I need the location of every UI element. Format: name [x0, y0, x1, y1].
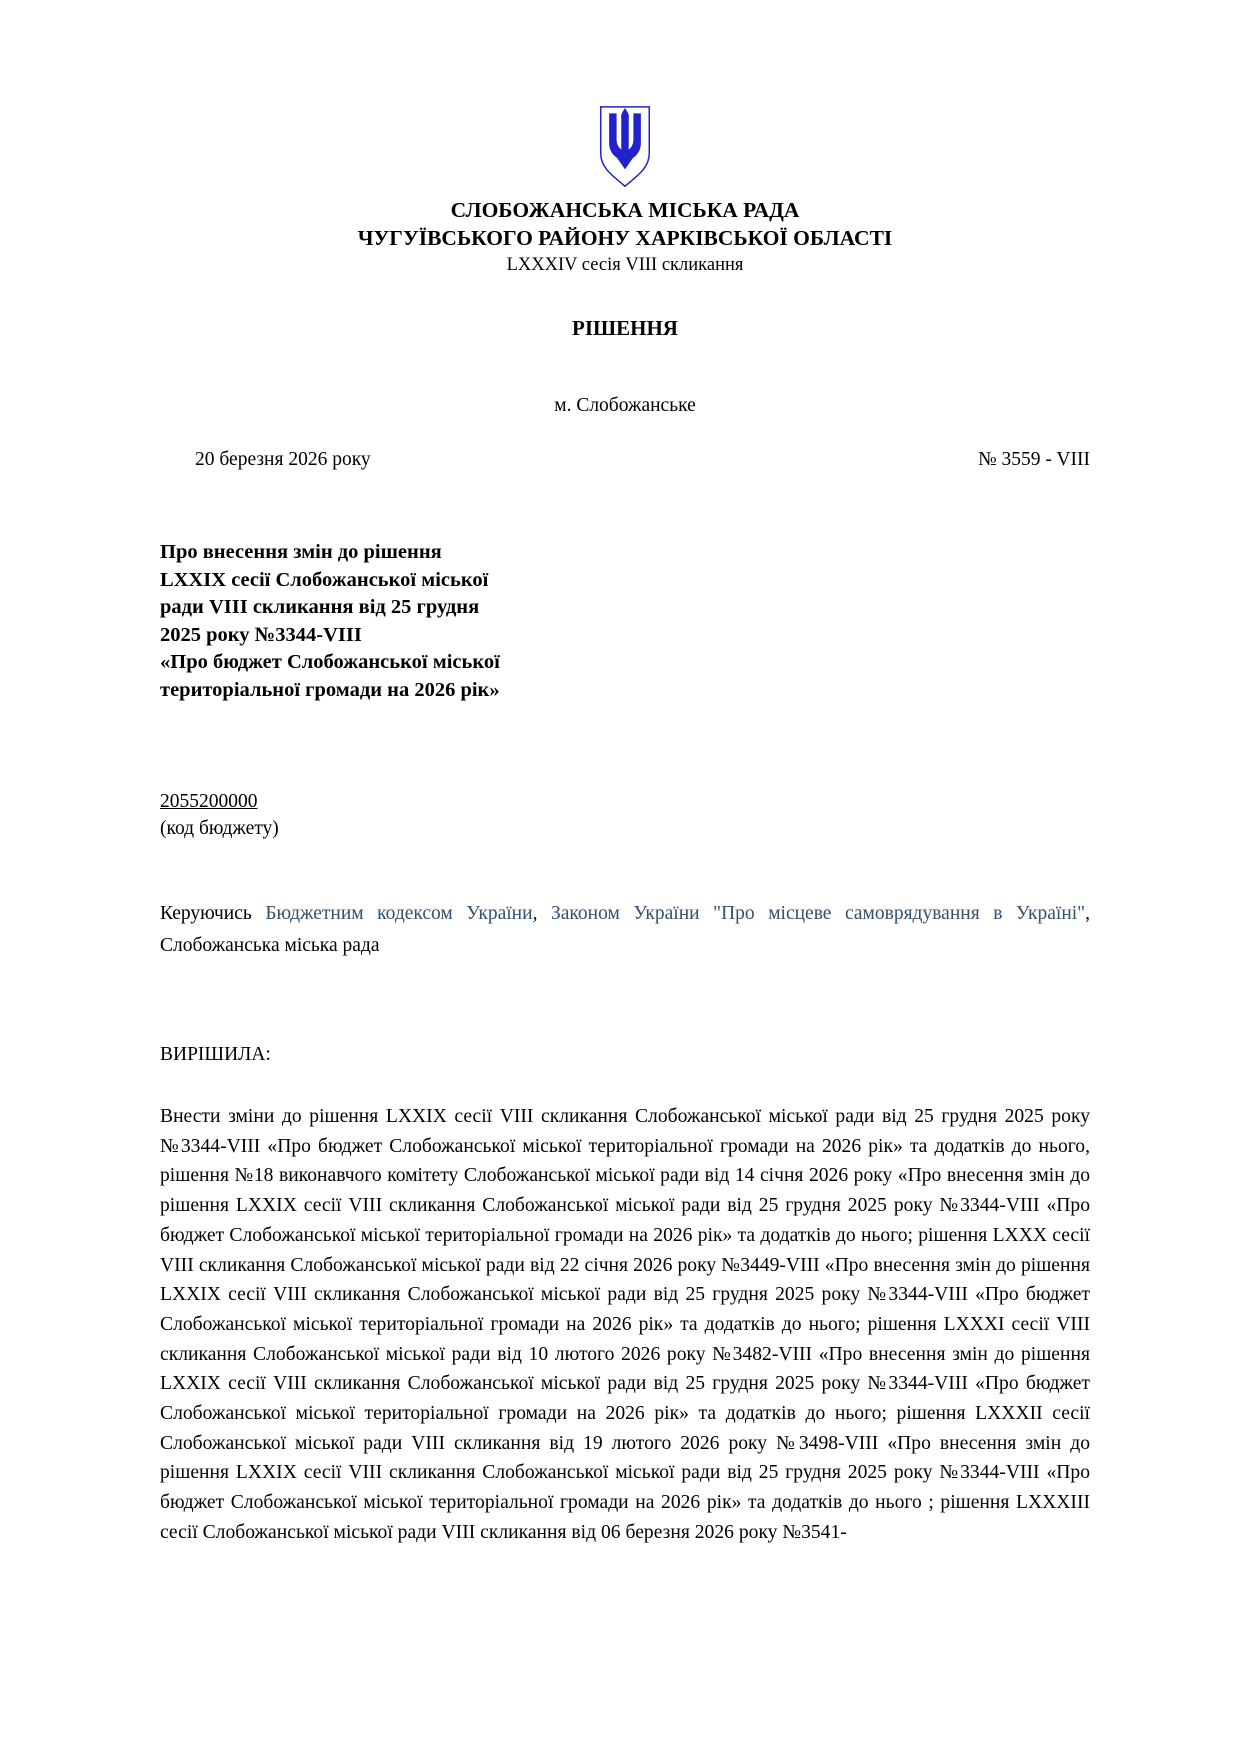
resolution-body-paragraph: Внести зміни до рішення LXXIX сесії VIII скликання Слобожанської міської ради від 25 грудня 2025 року №3344-VIII «Про бюджет Слобожанської міської територіальної громади на 2026 рік» та додатків до нього, рішення №18 виконавчого комітету Слобожанської міської ради від 14 січня 2026 року «Про внесення змін до рішення LXXIX сесії VIII скликання Слобожанської міської ради від 25 грудня 2025 року №3344-VIII «Про бюджет Слобожанської міської територіальної громади на 2026 рік» та додатків до нього; рішення LXXX сесії VIII скликання Слобожанської міської ради від 22 січня 2026 року №3449-VIII «Про внесення змін до рішення LXXIX сесії VIII скликання Слобожанської міської ради від 25 грудня 2025 року №3344-VIII «Про бюджет Слобожанської міської територіальної громади на 2026 рік» та додатків до нього; рішення LXXXI сесії VIII скликання Слобожанської міської ради від 10 лютого 2026 року №3482-VIII «Про внесення змін до рішення LXXIX сесії VIII скликання Слобожанської міської ради від 25 грудня 2025 року №3344-VIII «Про бюджет Слобожанської міської територіальної громади на 2026 рік» та додатків до нього; рішення LXXXII сесії Слобожанської міської ради VIII скликання від 19 лютого 2026 року №3498-VIII «Про внесення змін до рішення LXXIX сесії VIII скликання Слобожанської міської ради від 25 грудня 2025 року №3344-VIII «Про бюджет Слобожанської міської територіальної громади на 2026 рік» та додатків до нього ; рішення LXXXIII сесії Слобожанської міської ради VIII скликання від 06 березня 2026 року №3541- — [160, 1106, 1090, 1543]
title-line: LXXIX сесії Слобожанської міської — [160, 568, 489, 591]
resolution-heading: ВИРІШИЛА: — [160, 1044, 271, 1065]
budget-code: 2055200000 — [160, 791, 258, 812]
document-date: 20 березня 2026 року — [195, 449, 371, 470]
place-line: м. Слобожанське — [554, 395, 696, 416]
emblem-container — [160, 0, 1090, 196]
ukraine-trident-emblem-icon — [597, 178, 653, 195]
title-line: Про внесення змін до рішення — [160, 541, 442, 563]
title-line: «Про бюджет Слобожанської міської — [160, 651, 500, 673]
date-number-row — [160, 446, 1090, 473]
preamble-separator: , — [532, 903, 551, 924]
local-self-government-law-link[interactable]: Законом України "Про місцеве самоврядування в Україні" — [550, 903, 1086, 924]
document-type-heading: РІШЕННЯ — [572, 316, 678, 340]
preamble-paragraph — [160, 898, 1090, 961]
org-region: ЧУГУЇВСЬКОГО РАЙОНУ ХАРКІВСЬКОЇ ОБЛАСТІ — [357, 226, 893, 250]
budget-code-label: (код бюджету) — [160, 818, 279, 839]
title-line: ради VIII скликання від 25 грудня — [160, 596, 480, 618]
title-line: територіальної громади на 2026 рік» — [160, 678, 500, 701]
org-name: СЛОБОЖАНСЬКА МІСЬКА РАДА — [450, 198, 800, 222]
budget-code-of-ukraine-link[interactable]: Бюджетним кодексом України — [265, 903, 533, 924]
title-line: 2025 року №3344-VIII — [160, 623, 362, 646]
preamble-prefix: Керуючись — [160, 903, 266, 924]
preamble-suffix: , Слобожанська міська рада — [160, 903, 1091, 956]
document-number: № 3559 - VIII — [978, 449, 1090, 470]
document-title — [160, 539, 640, 704]
session-line: LXXXIV сесія VIII скликання — [506, 255, 744, 275]
